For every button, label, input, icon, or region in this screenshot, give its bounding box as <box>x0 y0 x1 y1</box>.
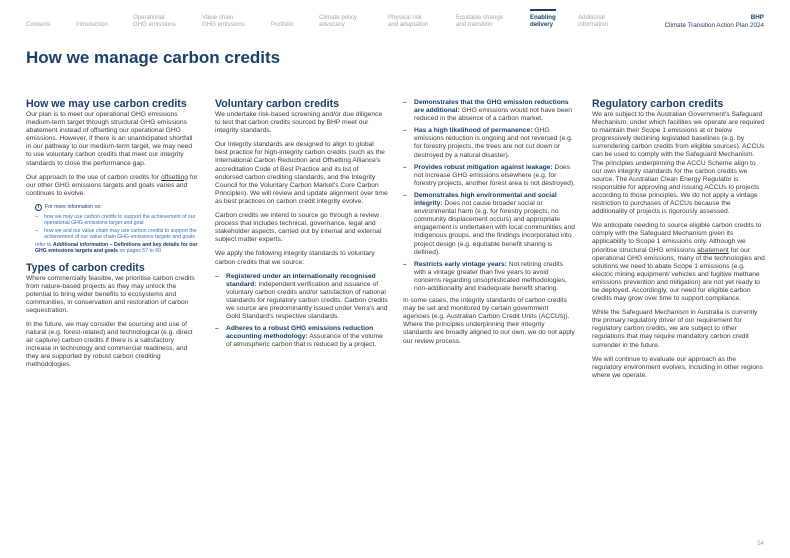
info-link-operational[interactable]: – how we may use carbon credits to support the achievement of our operational GHG emissions target and goal <box>35 214 198 226</box>
heading-how-we-may-use: How we may use carbon credits <box>26 98 187 110</box>
glossary-link-abatement[interactable]: abatement <box>697 246 729 254</box>
paragraph: Our plan is to meet our operational GHG emissions medium-term target through structural GHG emissions abatement instead of offsetting our operational GHG emissions. However, if there is an unanticipated shortfall in our pathway to our medium-term target, we may need to use voluntary carbon credits that meet our integrity standards to close the performance gap. <box>26 111 193 167</box>
nav-tab-physical-risk[interactable]: Physical risk and adaptation <box>388 14 429 29</box>
paragraph: We anticipate needing to source eligible carbon credits to comply with the Safeguard Mechanism given its applicability to Scope 1 emissions only. Although we prioritise structural GHG emissions abatement for our operational GHG emissions, many of the technologies and solutions we need to abate Scope 1 emissions (e.g. electric mining equipment/ vehicles and fugitive methane emissions prevention and mitigation) are not yet ready to be deployed. Accordingly, our need for eligible carbon credits may grow over time to support compliance. <box>592 222 765 303</box>
paragraph: Our approach to the use of carbon credits for offsetting for our other GHG emissions targets and goals varies and continues to evolve. <box>26 173 198 197</box>
paragraph: We will continue to evaluate our approach as the regulatory environment evolves, including in other regions where we operate. <box>592 355 763 379</box>
info-header <box>35 204 198 211</box>
page-title: How we manage carbon credits <box>26 48 281 67</box>
brand-name: BHP <box>750 14 764 21</box>
report-title: Climate Transition Action Plan 2024 <box>664 22 764 29</box>
more-information-box <box>26 204 198 255</box>
paragraph: Carbon credits we intend to source go through a review process that includes technical, governance, legal and stakeholder aspects, carried out by internal and external subject matter experts. <box>215 212 382 244</box>
report-brand <box>665 14 764 30</box>
nav-tab-value-chain-ghg[interactable]: Value chain GHG emissions <box>202 14 245 29</box>
list-item: – Demonstrates high environmental and social integrity: Does not cause broader social or environmental harm (e.g. for forestry projects, no community displacement occurs) and appropriate engagement is undertaken with local communities and Indigenous groups, and the findings incorporated into project design (e.g. equitable benefit sharing is defined). <box>403 192 575 257</box>
info-header-label: For more information on: <box>45 204 102 211</box>
info-link-definitions[interactable]: Additional information – Definitions and key details for our GHG emissions targets and goals <box>35 242 198 255</box>
info-icon: i <box>35 204 42 211</box>
nav-tab-contents[interactable]: Contents <box>26 21 51 28</box>
nav-tab-operational-ghg[interactable]: Operational GHG emissions <box>133 14 176 29</box>
list-item: – Registered under an internationally recognised standard: Independent verification and issuance of voluntary carbon credits and/or satisfaction of national standards for regulatory carbon credits. Carbon credits we source are predominantly issued under Verra's and Gold Standard's respective standards. <box>215 273 388 322</box>
nav-tab-equitable-change[interactable]: Equitable change and transition <box>456 14 504 29</box>
nav-tab-introduction[interactable]: Introduction <box>76 21 108 28</box>
column-regulatory-credits <box>592 98 766 386</box>
paragraph: While the Safeguard Mechanism in Australia is currently the primary regulatory driver of our requirement for regulatory carbon credits, we are subject to other regulations that may require mandatory carbon credit surrender in the future. <box>592 309 758 349</box>
paragraph: Our integrity standards are designed to align to global best practice for high-integrity carbon credits (such as the International Carbon Reduction and Offsetting Alliance's accreditation Code of Best Practice and its list of endorsed carbon crediting standards, and the Integrity Council for the Voluntary Carbon Market's Core Carbon Principles). We will review and update alignment over time as best practices on carbon credit integrity evolve. <box>215 141 388 205</box>
nav-tab-additional-info[interactable]: Additional information <box>578 14 609 29</box>
integrity-standards-list-continued <box>403 99 575 293</box>
column-integrity-continued <box>403 99 575 352</box>
heading-voluntary-credits: Voluntary carbon credits <box>215 98 340 110</box>
nav-tab-climate-policy[interactable]: Climate policy advocacy <box>319 14 357 29</box>
glossary-link-offsetting[interactable]: offsetting <box>160 173 188 181</box>
nav-tab-portfolio[interactable]: Portfolio <box>271 21 294 28</box>
column-how-we-use <box>26 98 198 376</box>
top-navigation <box>0 0 790 36</box>
heading-types-of-credits: Types of carbon credits <box>26 261 145 274</box>
info-reference: refer to Additional information – Definitions and key details for our GHG emissions targets and goals on pages 57 to 60 <box>35 242 198 255</box>
column-voluntary-credits <box>215 98 388 353</box>
page-number: 54 <box>757 541 764 547</box>
paragraph: We are subject to the Australian Government's Safeguard Mechanism, under which facilities we operate are required to maintain their Scope 1 emissions at or below progressively declining legislated baselines (e.g. by surrendering carbon credits from eligible sources). ACCUs can be used to comply with the Safeguard Mechanism. The principles underpinning the ACCU Scheme align to our own integrity standards for the carbon credits we source. The Australian Clean Energy Regulator is responsible for approving and issuing ACCUs to projects according to those principles. We do not apply a vintage restriction to purchases of ACCUs because the additionality of projects is rigorously assessed. <box>592 111 765 216</box>
list-item: – Provides robust mitigation against leakage: Does not increase GHG emissions elsewhere (e.g. for forestry projects, another forest area is not destroyed). <box>403 164 575 188</box>
paragraph: In some cases, the integrity standards of carbon credits may be set and monitored by certain government agencies (e.g. Australian Carbon Credit Units (ACCUs)). Where the principles underpinning their integrity standards are broadly aligned to our own, we do not apply our review process. <box>403 297 575 345</box>
paragraph: In the future, we may consider the sourcing and use of natural (e.g. forest-related) and technological (e.g. direct air capture) carbon credits if there is a satisfactory increase in technology and commercial readiness, and they are supported by robust carbon crediting methodologies. <box>26 320 193 369</box>
paragraph: We apply the following integrity standards to voluntary carbon credits that we source: <box>215 250 375 266</box>
list-item: – Restricts early vintage years: Not retiring credits with a vintage greater than five years to avoid concerns regarding unsophisticated methodologies, non-additionality and inadequate benefit sharing. <box>403 261 575 293</box>
list-item: – Adheres to a robust GHG emissions reduction accounting methodology: Assurance of the volume of atmospheric carbon that is reduced by a project. <box>215 325 388 349</box>
integrity-standards-list <box>215 273 388 350</box>
paragraph: We undertake risk-based screening and/or due diligence to test that carbon credits sourced by BHP meet our integrity standards. <box>215 111 383 135</box>
nav-tab-enabling-delivery[interactable]: Enabling delivery <box>530 14 556 29</box>
paragraph: Where commercially feasible, we prioritise carbon credits from nature-based projects as they may unlock the potential to bring wider benefits to ecosystems and communities, in conservation and restoration of carbon sequestration. <box>26 274 195 314</box>
list-item: – Has a high likelihood of permanence: GHG emissions reduction is ongoing and not reversed (e.g. for forestry projects, the trees are not cut down or destroyed by a natural disaster). <box>403 127 575 159</box>
list-item: – Demonstrates that the GHG emission reductions are additional: GHG emissions would not have been reduced in the absence of a carbon market. <box>403 99 575 123</box>
info-link-value-chain[interactable]: – how we and our value chain may use carbon credits to support the achievement of our value chain GHG emissions targets and goals <box>35 228 198 240</box>
heading-regulatory-credits: Regulatory carbon credits <box>592 98 724 110</box>
